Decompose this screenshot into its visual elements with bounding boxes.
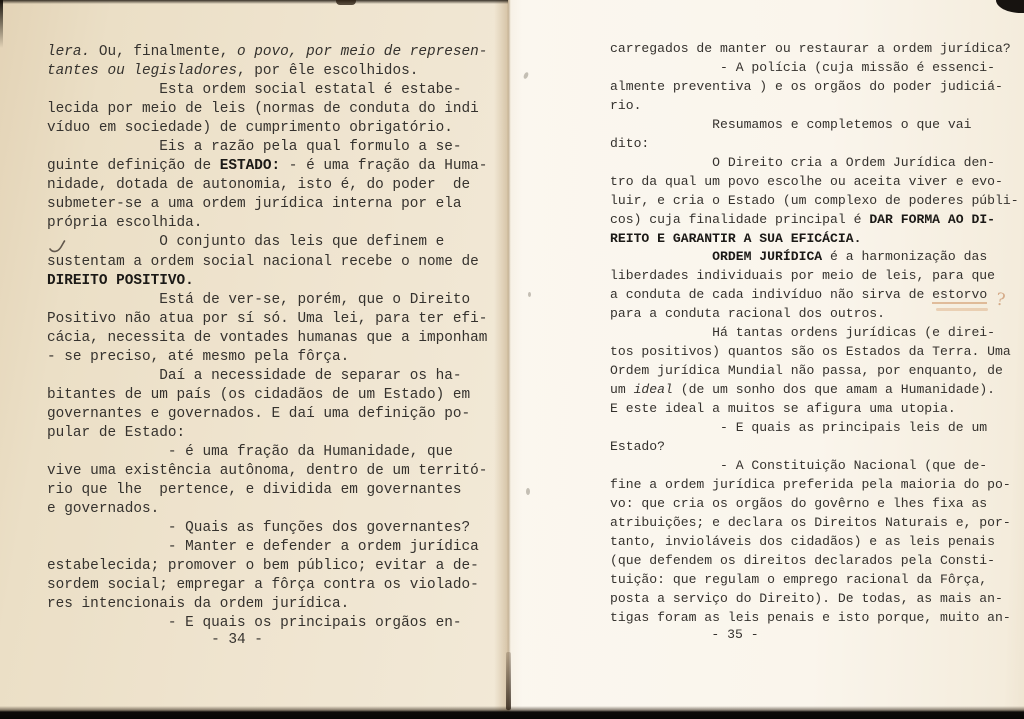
page-number-left: - 34 - (211, 632, 263, 648)
text-line: tanto, invioláveis dos cidadãos) e as leis penais (610, 533, 996, 549)
text-line: atribuições; e declara os Direitos Naturais e, por- (610, 514, 1011, 530)
text-line: Esta ordem social estatal é estabe- (47, 82, 462, 99)
text-line: DIREITO POSITIVO. (47, 272, 194, 289)
text-line: - E quais as principais leis de um (610, 420, 988, 436)
text-line: pular de Estado: (47, 424, 186, 441)
text-line: tro da qual um povo escolhe ou aceita viver e evo- (610, 173, 1003, 189)
text-line: e governados. (47, 501, 160, 518)
text-line: cácia, necessita de vontades humanas que a imponham (47, 329, 488, 346)
text-line: - A Constituição Nacional (que de- (610, 457, 988, 473)
text-line: um ideal (de um sonho dos que amam a Humanidade). (610, 382, 996, 398)
text-line: rio. (610, 97, 642, 113)
page-right-text (610, 40, 1019, 628)
text-line: Resumamos e completemos o que vai (610, 116, 972, 132)
scan-edge-bottom (0, 706, 1024, 719)
scan-speck (523, 71, 530, 79)
text-line: Eis a razão pela qual formulo a se- (47, 139, 462, 156)
book-gutter-shadow (494, 0, 522, 719)
text-line: - Manter e defender a ordem jurídica (47, 539, 479, 556)
page-right (508, 0, 1024, 719)
text-line: Estado? (610, 439, 666, 455)
text-line: vo: que cria os orgãos do govêrno e lhes fixa as (610, 495, 988, 511)
text-line: E este ideal a muitos se afigura uma utopia. (610, 401, 956, 417)
text-line: lera. Ou, finalmente, o povo, por meio de represen- (47, 44, 488, 60)
text-line: nidade, dotada de autonomia, isto é, do poder de (47, 177, 471, 194)
text-line: governantes e governados. E daí uma definição po- (47, 405, 471, 422)
text-line: carregados de manter ou restaurar a ordem jurídica? (610, 41, 1011, 56)
text-line: submeter-se a uma ordem jurídica interna por ela (47, 196, 462, 213)
text-line: estabelecida; promover o bem público; evitar a de- (47, 558, 479, 575)
scan-speck (526, 488, 530, 495)
scan-edge-left (0, 0, 3, 48)
text-line: para a conduta racional dos outros. (610, 306, 886, 322)
text-line: almente preventiva ) e os orgãos do poder judiciá- (610, 78, 1003, 94)
text-line: Há tantas ordens jurídicas (e direi- (610, 325, 996, 341)
pen-stroke-icon (49, 240, 67, 254)
text-line: tigas foram as leis penais e isto porque, muito an- (610, 609, 1011, 625)
text-line: Ordem jurídica Mundial não passa, por enquanto, de (610, 363, 1003, 379)
text-line: posta a serviço do Direito). De todas, as mais an- (610, 590, 1003, 606)
page-number-right: - 35 - (711, 627, 759, 642)
text-line: víduo em sociedade) de cumprimento obrigatório. (47, 120, 453, 137)
text-line: - é uma fração da Humanidade, que (47, 443, 453, 460)
text-line: guinte definição de ESTADO: - é uma fração da Huma- (47, 158, 488, 175)
pencil-question-mark: ? (994, 289, 1007, 311)
text-line: ORDEM JURÍDICA é a harmonização das (712, 249, 988, 265)
text-line: - se preciso, até mesmo pela fôrça. (47, 348, 350, 365)
text-line: rio que lhe pertence, e dividida em governantes (47, 482, 462, 499)
text-line: vive uma existência autônoma, dentro de um territó- (47, 463, 488, 480)
text-line: luir, e cria o Estado (um complexo de poderes públi- (610, 192, 1019, 208)
text-line: sordem social; empregar a fôrça contra os violado- (47, 577, 479, 594)
text-line: - Quais as funções dos governantes? (47, 520, 471, 537)
text-line: Positivo não atua por sí só. Uma lei, para ter efi- (47, 310, 488, 327)
scan-speck (528, 292, 531, 297)
scan-edge-top (0, 0, 508, 4)
pencil-underline-smear (936, 308, 988, 311)
text-line: tos positivos) quantos são os Estados da Terra. Uma (610, 344, 1011, 360)
text-line: fine a ordem jurídica preferida pela maioria do po- (610, 476, 1011, 492)
text-line: O Direito cria a Ordem Jurídica den- (610, 154, 996, 170)
text-line: cos) cuja finalidade principal é DAR FORMA AO DI- (610, 211, 996, 227)
text-line: (que defendem os direitos declarados pela Consti- (610, 552, 996, 568)
text-line: sustentam a ordem social nacional recebe o nome de (47, 253, 479, 270)
text-line: REITO E GARANTIR A SUA EFICÁCIA. (610, 230, 862, 246)
page-left-text (47, 43, 487, 633)
text-line: liberdades individuais por meio de leis, para que (610, 268, 996, 284)
text-line: tuição: que regulam o emprego racional da Fôrça, (610, 571, 988, 587)
page-left (0, 0, 508, 719)
text-line: tantes ou legisladores, por êle escolhidos. (47, 63, 419, 80)
text-line: - E quais os principais orgãos en- (47, 615, 462, 632)
text-line: - A polícia (cuja missão é essenci- (610, 59, 996, 75)
text-line: Daí a necessidade de separar os ha- (47, 367, 462, 384)
scan-smudge (336, 0, 356, 5)
text-line: Está de ver-se, porém, que o Direito (47, 291, 471, 308)
text-line: dito: (610, 135, 650, 151)
gutter-bottom-shadow (506, 652, 511, 710)
text-line: res intencionais da ordem jurídica. (47, 596, 350, 613)
text-line: a conduta de cada indivíduo não sirva de estorvo (610, 287, 988, 303)
text-line: bitantes de um país (os cidadãos de um Estado) em (47, 386, 471, 403)
text-line: O conjunto das leis que definem e (47, 234, 445, 251)
text-line: própria escolhida. (47, 215, 203, 232)
text-line: lecida por meio de leis (normas de conduta do indi (47, 101, 479, 118)
